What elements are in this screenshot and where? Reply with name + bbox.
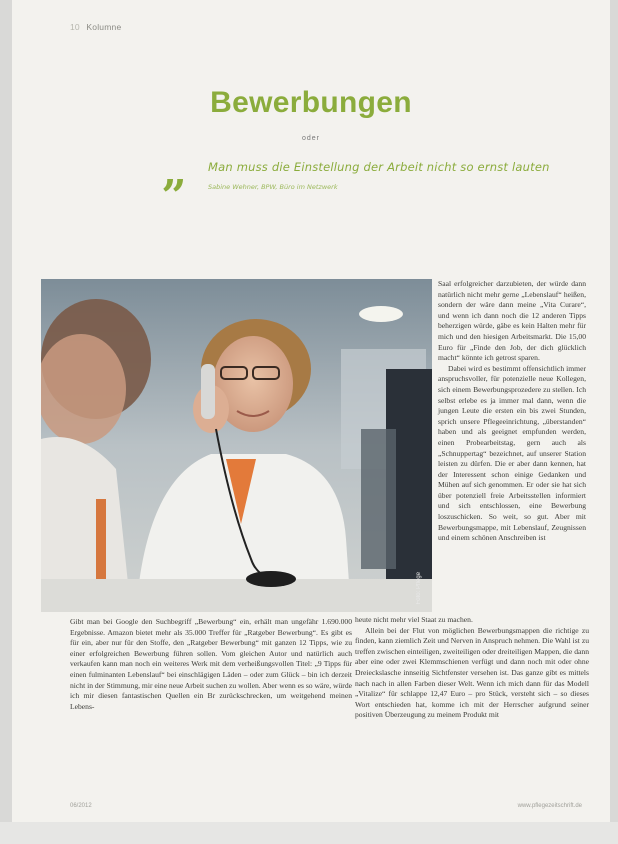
paragraph: Dabei wird es bestimmt offensichtlich immer anspruchsvoller, für potenzielle neue Kollegen, sich einem Bewerbungsprozedere zu stellen. Ich selbst erlebe es ja immer mal dann, wenn die jungen Leute die ersten ein bis zwei Stunden, sprich unsere Pflegeeinrichtung, „überstanden“ haben und als geeignet empfunden werden, einen Probearbeitstag, gern auch als „Schnuppertag“ bezeichnet, auf unserer Station leisten zu dürfen. Die er aber dann kennen, hat der Interessent schon einige Gedanken und Mühen auf sich genommen. Er oder sie hat sich über potenziell freie Arbeitsstellen informiert und sich entschlossen, eine Bewerbung loszuschicken. So weit, so gut. Aber mit Bewerbungsmappe, mit Lebenslauf, Zeugnissen und einem schönen Anschreiben ist	[438, 363, 586, 543]
article-photo	[41, 279, 432, 612]
paragraph: Saal erfolgreicher darzubieten, der würde dann natürlich nicht mehr gerne „Lebenslauf“ heißen, sondern der wäre dann meine „Vita Curare“, und wenn ich dann noch die 12 anderen Tipps beherzigen würde, gäbe es kein Halten mehr für mich und den hiesigen Arbeitsmarkt. Die 15,00 Euro für „Finde den Job, der dich glücklich macht“ könnte ich getrost sparen.	[438, 279, 586, 363]
pull-quote: Man muss die Einstellung der Arbeit nicht so ernst lauten	[208, 160, 550, 174]
paragraph: Allein bei der Flut von möglichen Bewerbungsmappen die richtige zu finden, kann ziemlich Zeit und Nerven in Anspruch nehmen. Die Wahl ist zu treffen zwischen einteiligen, zweiteiligen oder dreiteiligen Mappen, die dann aber eine oder zwei Klemmschienen verfügt und dann noch mit oder ohne Dreieckslasche innseitig Sichtfenster versehen ist. Das ganze gibt es mittels nach nach in allen Farben dieser Welt. Wenn ich mich dann für das Modell „Vitalize“ für schlappe 12,47 Euro – pro Stück, versteht sich – so dieses Wort entschieden hat, komme ich mit der Herrscher aufgrund seiner positiven Überzeugung zu meinem Produkt mit	[355, 625, 589, 720]
quote-mark-icon: „	[162, 146, 188, 197]
page-number: 10	[70, 22, 80, 32]
photo-credit: Foto: Pflege	[416, 571, 422, 604]
paragraph: heute nicht mehr viel Staat zu machen.	[355, 615, 473, 624]
section-label: Kolumne	[86, 22, 122, 32]
article-column-right	[438, 279, 586, 544]
scan-margin	[0, 822, 618, 844]
article-title: Bewerbungen	[210, 86, 412, 119]
article-column-bottom-right	[355, 615, 589, 721]
quote-source: Sabine Wehner, BPW, Büro im Netzwerk	[208, 183, 338, 191]
nurse-on-phone-photo	[41, 279, 432, 612]
paragraph: Gibt man bei Google den Suchbegriff „Bewerbung“ ein, erhält man ungefähr 1.690.000 Ergebnisse. Amazon bietet mehr als 35.000 Treffer für „Ratgeber Bewerbung“. Es gibt es für ein, aber nur für den Stoffe, den „Ratgeber Bewerbung“ mit ganzen 12 Tipps, wie zu einer erfolgreichen Bewerbung führen sollen. Vom gleichen Autor und natürlich auch verkaufen kann man noch ein weiteres Werk mit dem verheißungsvollen Titel: „9 Tipps für einen fulminanten Lebenslauf“ bei einschlägigen Läden – oder zum Glück – bin ich derzeit nicht in der Stimmung, mir eine neue Arbeit suchen zu wollen. Aber wenn es so wäre, würde ich mir diesen fantastischen Quellen ein Br zurückschrecken, um weitgehend meinen Lebens-	[70, 617, 352, 711]
magazine-page	[12, 0, 610, 822]
footer-issue: 06/2012	[70, 803, 92, 809]
article-column-bottom-left	[70, 617, 352, 712]
footer-website: www.pflegezeitschrift.de	[517, 803, 582, 809]
article-subtitle: oder	[301, 135, 320, 142]
section-rubric	[70, 22, 121, 32]
